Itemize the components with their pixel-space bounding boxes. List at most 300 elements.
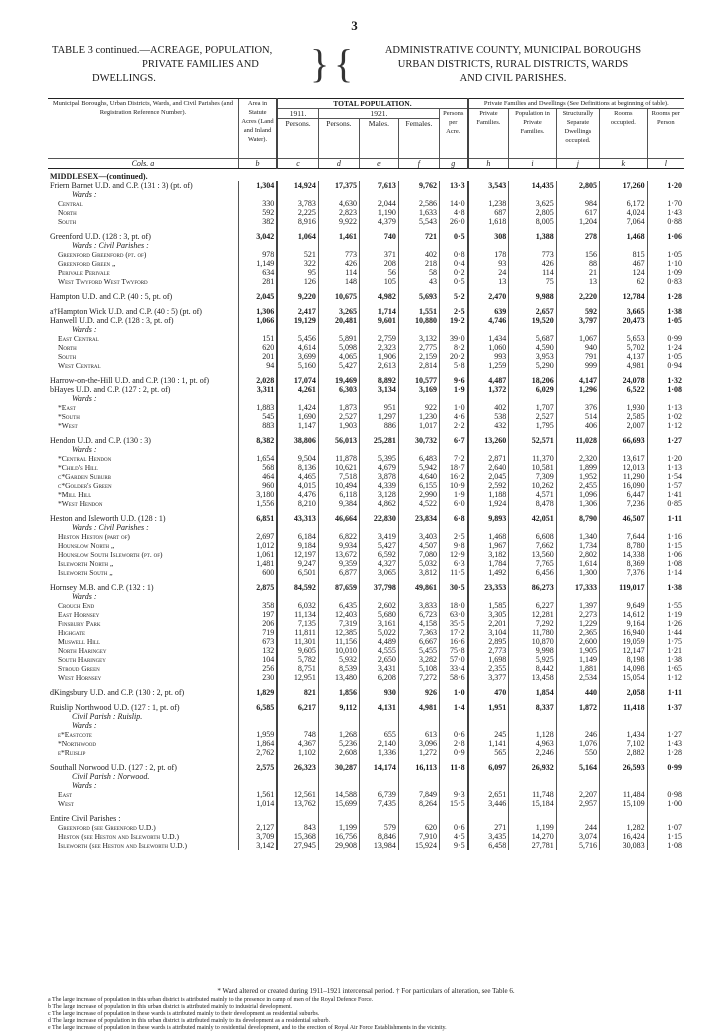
cell-i: 1,854 (509, 688, 557, 697)
cell-d: 10,010 (318, 646, 359, 655)
cell-k: 16,424 (600, 832, 648, 841)
cell-i: 18,206 (509, 376, 557, 385)
cell-j: 2,600 (556, 637, 599, 646)
cell-l: 1·08 (647, 385, 684, 394)
cell-l: 1·75 (647, 637, 684, 646)
cell-f: 2,814 (398, 361, 439, 370)
cell-e: 4,862 (359, 499, 398, 508)
cell-k: 66,693 (600, 436, 648, 445)
persons-1911-header: Persons. (277, 119, 318, 159)
cell-c: 5,160 (277, 361, 318, 370)
row-name: Crouch End (58, 601, 95, 610)
cell-l: 1·28 (647, 748, 684, 757)
cell-l: 1·28 (647, 292, 684, 301)
cell-j: 1,149 (556, 655, 599, 664)
cell-i: 12,281 (509, 610, 557, 619)
cell-d: 56,013 (318, 436, 359, 445)
cell-g (439, 445, 467, 454)
cell-e: 2,140 (359, 739, 398, 748)
cell-c: 9,184 (277, 541, 318, 550)
column-letter: c (277, 159, 318, 169)
cell-b (238, 814, 277, 823)
ward-row (48, 601, 684, 610)
cell-f (398, 190, 439, 199)
cell-d: 5,236 (318, 739, 359, 748)
cell-e: 4,327 (359, 559, 398, 568)
ward-row (48, 673, 684, 682)
cell-l: 1·54 (647, 472, 684, 481)
cell-i: 52,571 (509, 436, 557, 445)
row-name: West Central (58, 361, 101, 370)
cell-i (509, 712, 557, 721)
footnote-c: c The large increase of population in these wards is attributed mainly to their development as residential suburbs. (48, 1011, 320, 1017)
cell-f: 49,861 (398, 583, 439, 592)
cell-k: 4,024 (600, 208, 648, 217)
cell-g: 6·7 (439, 436, 467, 445)
cell-g (439, 592, 467, 601)
cell-d: 17,375 (318, 181, 359, 190)
cell-h: 93 (468, 259, 509, 268)
cell-d (318, 445, 359, 454)
table-title (52, 44, 304, 86)
district-row (48, 763, 684, 772)
cell-e: 3,161 (359, 619, 398, 628)
cell-h: 2,871 (468, 454, 509, 463)
cell-g: 2·5 (439, 307, 467, 316)
cell-k: 12,013 (600, 463, 648, 472)
row-name: Southall Norwood U.D. (127 : 2, pt. of) (50, 763, 177, 772)
ward-row (48, 208, 684, 217)
cell-h: 3,182 (468, 550, 509, 559)
cell-j: 2,805 (556, 181, 599, 190)
cell-k: 7,644 (600, 532, 648, 541)
cell-d: 9,359 (318, 559, 359, 568)
cell-c: 1,690 (277, 412, 318, 421)
cell-i: 6,608 (509, 532, 557, 541)
area-column-header: Area in Statute Acres (Land and Inland Water). (238, 99, 277, 159)
cell-d: 1,199 (318, 823, 359, 832)
cell-b: 1,304 (238, 181, 277, 190)
cell-k (600, 241, 648, 250)
per-acre-header: Persons per Acre. (439, 109, 467, 159)
cell-l: 1·16 (647, 532, 684, 541)
cell-g: 6·3 (439, 559, 467, 568)
cell-h: 6,458 (468, 841, 509, 850)
cell-j (556, 325, 599, 334)
cell-h: 3,377 (468, 673, 509, 682)
cell-d: 3,265 (318, 307, 359, 316)
cell-e: 4,555 (359, 646, 398, 655)
cell-d: 1,856 (318, 688, 359, 697)
cell-f (398, 325, 439, 334)
cell-i: 6,227 (509, 601, 557, 610)
cell-l: 1·70 (647, 199, 684, 208)
population-in-families-header: Population in Private Families. (509, 109, 557, 159)
cell-j: 376 (556, 403, 599, 412)
label-row (48, 190, 684, 199)
column-letters-row (48, 159, 684, 169)
district-row (48, 376, 684, 385)
cell-k: 14,098 (600, 664, 648, 673)
cell-j: 1,734 (556, 541, 599, 550)
ward-row (48, 799, 684, 808)
title-line-3: DWELLINGS. (92, 73, 156, 84)
cell-c: 1,064 (277, 232, 318, 241)
families-header: Private Families. (468, 109, 509, 159)
cell-l: 1·20 (647, 454, 684, 463)
cell-k: 7,376 (600, 568, 648, 577)
cell-g: 5·2 (439, 292, 467, 301)
cell-d: 10,675 (318, 292, 359, 301)
ward-row (48, 490, 684, 499)
footnote-a: a The large increase of population in this urban district is attributed mainly to the presence in camp of men of the Royal Defence Force. (48, 997, 374, 1003)
cell-b (238, 781, 277, 790)
cell-f: 6,723 (398, 610, 439, 619)
row-name: North (58, 343, 77, 352)
cell-k: 3,665 (600, 307, 648, 316)
cell-i: 14,270 (509, 832, 557, 841)
cell-e: 22,830 (359, 514, 398, 523)
row-name: *Northwood (58, 739, 97, 748)
cell-i: 4,571 (509, 490, 557, 499)
cell-d (318, 523, 359, 532)
label-row (48, 772, 684, 781)
cell-g: 57·0 (439, 655, 467, 664)
label-row (48, 241, 684, 250)
row-name: Wards : (72, 781, 97, 790)
cell-c (277, 523, 318, 532)
cell-i: 6,029 (509, 385, 557, 394)
ward-row (48, 499, 684, 508)
subtitle-line-2: URBAN DISTRICTS, RURAL DISTRICTS, WARDS (397, 59, 629, 70)
cell-f: 4,981 (398, 703, 439, 712)
cell-g: 39·0 (439, 334, 467, 343)
cell-e: 1,297 (359, 412, 398, 421)
row-name: West (58, 799, 74, 808)
cell-l: 1·15 (647, 541, 684, 550)
cell-h: 1,492 (468, 568, 509, 577)
row-name: West Twyford West Twyford (58, 277, 148, 286)
cell-g: 11·5 (439, 568, 467, 577)
cell-l: 1·32 (647, 376, 684, 385)
cell-k (600, 592, 648, 601)
row-name: Greenford Green „ (58, 259, 116, 268)
cell-h: 13 (468, 277, 509, 286)
ward-row (48, 637, 684, 646)
cell-j (556, 781, 599, 790)
cell-c: 4,465 (277, 472, 318, 481)
cell-c (277, 241, 318, 250)
ward-row (48, 352, 684, 361)
cell-j (556, 712, 599, 721)
cell-d (318, 712, 359, 721)
row-name: Isleworth North „ (58, 559, 114, 568)
cell-h: 4,487 (468, 376, 509, 385)
cell-j: 940 (556, 343, 599, 352)
row-name: Heston (see Heston and Isleworth U.D.) (58, 832, 179, 841)
cell-i: 8,337 (509, 703, 557, 712)
cell-k: 6,172 (600, 199, 648, 208)
table-body (48, 169, 684, 851)
district-row (48, 385, 684, 394)
cell-k: 24,078 (600, 376, 648, 385)
cell-f: 4,640 (398, 472, 439, 481)
row-name: Wards : (72, 325, 97, 334)
county-heading: MIDDLESEX—(continued). (50, 172, 148, 181)
cell-e: 5,022 (359, 628, 398, 637)
cell-d: 14,588 (318, 790, 359, 799)
district-row (48, 436, 684, 445)
cell-h (468, 814, 509, 823)
column-letter: f (398, 159, 439, 169)
cell-c: 6,184 (277, 532, 318, 541)
cell-h: 24 (468, 268, 509, 277)
cell-g: 35·5 (439, 619, 467, 628)
cell-e: 3,878 (359, 472, 398, 481)
cell-i (509, 394, 557, 403)
cell-d: 8,539 (318, 664, 359, 673)
cell-b (238, 523, 277, 532)
cell-j (556, 394, 599, 403)
cell-l: 1·38 (647, 307, 684, 316)
cell-l: 1·44 (647, 628, 684, 637)
cell-j: 3,074 (556, 832, 599, 841)
cell-f: 2,775 (398, 343, 439, 352)
cell-l (647, 592, 684, 601)
cell-f: 3,132 (398, 334, 439, 343)
cell-h: 1,951 (468, 703, 509, 712)
cell-h: 538 (468, 412, 509, 421)
footnote-e: e The large increase of population in these wards is attributed mainly to residential development, and to the erection of Royal Air Force Establishments in the vicinity. (48, 1025, 447, 1031)
cell-l: 1·20 (647, 181, 684, 190)
cell-h: 1,924 (468, 499, 509, 508)
cell-b: 1,556 (238, 499, 277, 508)
cell-f: 5,942 (398, 463, 439, 472)
cell-e (359, 772, 398, 781)
cell-g (439, 241, 467, 250)
cell-b: 1,012 (238, 541, 277, 550)
cell-i: 4,963 (509, 739, 557, 748)
cell-c: 84,592 (277, 583, 318, 592)
column-letter: h (468, 159, 509, 169)
cell-j: 1,096 (556, 490, 599, 499)
cell-j: 406 (556, 421, 599, 430)
cell-e: 371 (359, 250, 398, 259)
cell-j: 4,147 (556, 376, 599, 385)
cell-c (277, 712, 318, 721)
cell-j: 278 (556, 232, 599, 241)
cell-f: 3,169 (398, 385, 439, 394)
row-name: Greenford Greenford (pt. of) (58, 250, 147, 259)
cell-j: 1,614 (556, 559, 599, 568)
cell-b: 464 (238, 472, 277, 481)
cell-g: 20·2 (439, 352, 467, 361)
cell-c: 6,032 (277, 601, 318, 610)
cell-b: 2,875 (238, 583, 277, 592)
cell-b (238, 772, 277, 781)
cell-k: 5,653 (600, 334, 648, 343)
cell-i: 7,662 (509, 541, 557, 550)
cell-g (439, 394, 467, 403)
cell-g: 5·8 (439, 361, 467, 370)
row-name: Heston Heston (part of) (58, 532, 130, 541)
cell-f: 402 (398, 250, 439, 259)
cell-c: 26,323 (277, 763, 318, 772)
cell-b: 256 (238, 664, 277, 673)
cell-l: 1·13 (647, 403, 684, 412)
cell-i: 7,765 (509, 559, 557, 568)
cell-d: 12,385 (318, 628, 359, 637)
cell-b: 1,481 (238, 559, 277, 568)
cell-c: 126 (277, 277, 318, 286)
cell-g: 8·2 (439, 343, 467, 352)
cell-e (359, 592, 398, 601)
cell-d: 6,822 (318, 532, 359, 541)
cell-j: 244 (556, 823, 599, 832)
cell-g: 0·6 (439, 823, 467, 832)
cell-f (398, 241, 439, 250)
cell-b (238, 394, 277, 403)
cell-b: 2,028 (238, 376, 277, 385)
cell-h: 1,967 (468, 541, 509, 550)
cell-c: 9,605 (277, 646, 318, 655)
cell-h: 3,305 (468, 610, 509, 619)
cell-c: 27,945 (277, 841, 318, 850)
cell-h: 2,773 (468, 646, 509, 655)
cell-f (398, 712, 439, 721)
cell-e: 4,339 (359, 481, 398, 490)
cell-c: 3,783 (277, 199, 318, 208)
cell-b: 2,127 (238, 823, 277, 832)
cell-j: 5,164 (556, 763, 599, 772)
cell-e: 5,427 (359, 541, 398, 550)
cell-b: 2,045 (238, 292, 277, 301)
cell-l: 1·11 (647, 688, 684, 697)
cell-j: 1,872 (556, 703, 599, 712)
ward-row (48, 739, 684, 748)
cell-h: 3,543 (468, 181, 509, 190)
cell-l: 1·05 (647, 250, 684, 259)
cell-b: 1,561 (238, 790, 277, 799)
cell-d: 7,319 (318, 619, 359, 628)
cell-f: 5,543 (398, 217, 439, 226)
cell-e: 1,714 (359, 307, 398, 316)
cell-g: 6·0 (439, 499, 467, 508)
cell-f: 922 (398, 403, 439, 412)
cell-h: 432 (468, 421, 509, 430)
cell-h: 1,468 (468, 532, 509, 541)
cell-h: 2,201 (468, 619, 509, 628)
cell-g: 75·8 (439, 646, 467, 655)
cell-l: 0·83 (647, 277, 684, 286)
title-line-1: TABLE 3 continued.—ACREAGE, POPULATION, (52, 45, 273, 56)
cell-f: 30,732 (398, 436, 439, 445)
cell-g (439, 190, 467, 199)
ward-row (48, 361, 684, 370)
row-name: Finsbury Park (58, 619, 101, 628)
ward-row (48, 277, 684, 286)
cell-i: 3,953 (509, 352, 557, 361)
cell-i: 8,478 (509, 499, 557, 508)
cell-h: 1,259 (468, 361, 509, 370)
cell-k: 62 (600, 277, 648, 286)
cell-h: 1,618 (468, 217, 509, 226)
cell-l: 1·14 (647, 568, 684, 577)
cell-b: 6,851 (238, 514, 277, 523)
cell-k: 11,418 (600, 703, 648, 712)
subtitle-line-1: ADMINISTRATIVE COUNTY, MUNICIPAL BOROUGHS (384, 45, 642, 56)
label-row (48, 781, 684, 790)
cell-b (238, 445, 277, 454)
cell-e (359, 445, 398, 454)
cell-c: 15,368 (277, 832, 318, 841)
brace-right-icon: } (310, 41, 330, 86)
cell-l: 1·05 (647, 316, 684, 325)
cell-c: 521 (277, 250, 318, 259)
cell-b: 883 (238, 421, 277, 430)
cell-d: 87,659 (318, 583, 359, 592)
label-row (48, 445, 684, 454)
cell-e: 4,489 (359, 637, 398, 646)
ward-row (48, 730, 684, 739)
cell-e: 8,892 (359, 376, 398, 385)
cell-d: 4,065 (318, 352, 359, 361)
cell-f: 3,096 (398, 739, 439, 748)
cell-d: 6,118 (318, 490, 359, 499)
cell-d: 2,608 (318, 748, 359, 757)
cell-c: 14,924 (277, 181, 318, 190)
cell-j (556, 190, 599, 199)
cell-g: 0·8 (439, 250, 467, 259)
cell-f: 1,017 (398, 421, 439, 430)
cell-d (318, 781, 359, 790)
row-name: Wards : Civil Parishes : (72, 523, 149, 532)
cell-b: 1,959 (238, 730, 277, 739)
cell-k: 1,468 (600, 232, 648, 241)
cell-g: 0·5 (439, 232, 467, 241)
cell-c: 8,136 (277, 463, 318, 472)
ward-row (48, 550, 684, 559)
cell-k: 26,593 (600, 763, 648, 772)
district-row (48, 292, 684, 301)
cell-h: 3,435 (468, 832, 509, 841)
cell-b: 978 (238, 250, 277, 259)
ward-row (48, 463, 684, 472)
cell-d: 6,435 (318, 601, 359, 610)
cell-k: 11,484 (600, 790, 648, 799)
cell-c: 43,313 (277, 514, 318, 523)
cell-h: 4,746 (468, 316, 509, 325)
cell-c: 4,015 (277, 481, 318, 490)
district-row (48, 514, 684, 523)
cell-e: 3,419 (359, 532, 398, 541)
cell-b (238, 592, 277, 601)
cell-k: 5,702 (600, 343, 648, 352)
cell-j: 11,028 (556, 436, 599, 445)
cell-d: 114 (318, 268, 359, 277)
row-name: Wards : Civil Parishes : (72, 241, 149, 250)
cell-c (277, 772, 318, 781)
cell-i: 10,581 (509, 463, 557, 472)
cell-j: 88 (556, 259, 599, 268)
cell-j: 1,067 (556, 334, 599, 343)
cell-j: 3,797 (556, 316, 599, 325)
ward-row (48, 421, 684, 430)
cell-b: 151 (238, 334, 277, 343)
footnote-d: d The large increase of population in this urban district is attributed mainly to its development as a residential suburb. (48, 1018, 331, 1024)
cell-k: 1,282 (600, 823, 648, 832)
cell-l: 1·13 (647, 463, 684, 472)
